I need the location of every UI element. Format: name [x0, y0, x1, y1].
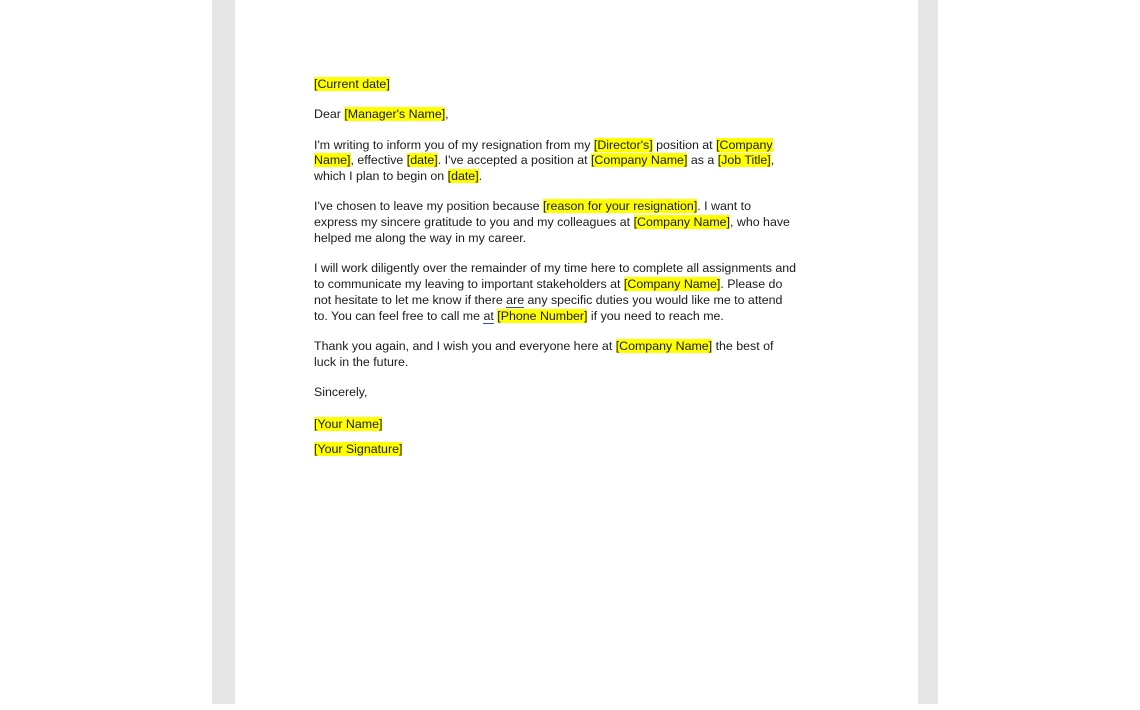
closing-text: Sincerely, [314, 385, 368, 400]
text-run: not hesitate to let me know if there [314, 292, 507, 307]
document-page[interactable] [235, 0, 918, 704]
text-run: , who have [730, 215, 790, 230]
job-title-placeholder: [Job Title] [717, 153, 771, 168]
your-signature-placeholder: [Your Signature] [314, 442, 403, 457]
text-run: position at [652, 137, 717, 152]
reason-placeholder: [reason for your resignation] [542, 199, 698, 214]
manager-name-placeholder: [Manager's Name] [344, 107, 446, 122]
text-run: . [478, 169, 483, 184]
your-name-line [314, 417, 844, 433]
company-placeholder-b: Name] [314, 153, 351, 168]
paragraph-resignation [314, 138, 844, 185]
letter-body [314, 77, 844, 458]
text-run: the best of [712, 339, 774, 354]
date-placeholder: [Current date] [314, 77, 390, 91]
text-run: if you need to reach me. [587, 308, 724, 323]
text-run: I've chosen to leave my position because [314, 199, 543, 214]
text-run: I will work diligently over the remainder of my time here to complete all assignments and [314, 261, 797, 276]
company-placeholder: [Company Name] [633, 215, 730, 230]
date-line [314, 77, 844, 93]
text-run: , effective [350, 153, 407, 168]
phone-placeholder: [Phone Number] [497, 308, 588, 323]
position-placeholder: [Director's] [593, 137, 653, 152]
greeting-suffix: , [445, 107, 449, 122]
text-run: which I plan to begin on [314, 169, 448, 184]
grammar-underline-at[interactable]: at [483, 308, 494, 323]
new-company-placeholder: [Company Name] [590, 153, 688, 168]
text-run: Thank you again, and I wish you and everyone here at [314, 339, 616, 354]
text-run: I'm writing to inform you of my resignation from my [314, 137, 594, 152]
greeting-line [314, 107, 844, 123]
start-date-placeholder: [date] [447, 169, 479, 184]
company-placeholder: [Company Name] [615, 339, 713, 354]
your-name-placeholder: [Your Name] [314, 416, 383, 431]
paragraph-reason [314, 199, 844, 246]
grammar-underline-are[interactable]: are [506, 292, 525, 307]
effective-date-placeholder: [date] [406, 153, 438, 168]
text-run: , [770, 153, 775, 168]
paragraph-thanks [314, 339, 844, 371]
text-run: . I've accepted a position at [437, 153, 591, 168]
closing-line [314, 385, 844, 401]
text-run: . I want to [697, 199, 751, 214]
text-run: to communicate my leaving to important stakeholders at [314, 277, 624, 292]
company-placeholder-a: [Company [716, 137, 773, 152]
text-run: . Please do [720, 277, 783, 292]
text-run: helped me along the way in my career. [314, 231, 527, 246]
text-run: express my sincere gratitude to you and my colleagues at [314, 215, 634, 230]
your-signature-line [314, 442, 844, 458]
paragraph-transition [314, 261, 844, 324]
text-run: as a [687, 153, 718, 168]
text-run: any specific duties you would like me to attend [524, 292, 783, 307]
company-placeholder: [Company Name] [623, 277, 721, 292]
greeting-prefix: Dear [314, 107, 345, 122]
text-run: to. You can feel free to call me [314, 308, 484, 323]
text-run: luck in the future. [314, 354, 409, 369]
